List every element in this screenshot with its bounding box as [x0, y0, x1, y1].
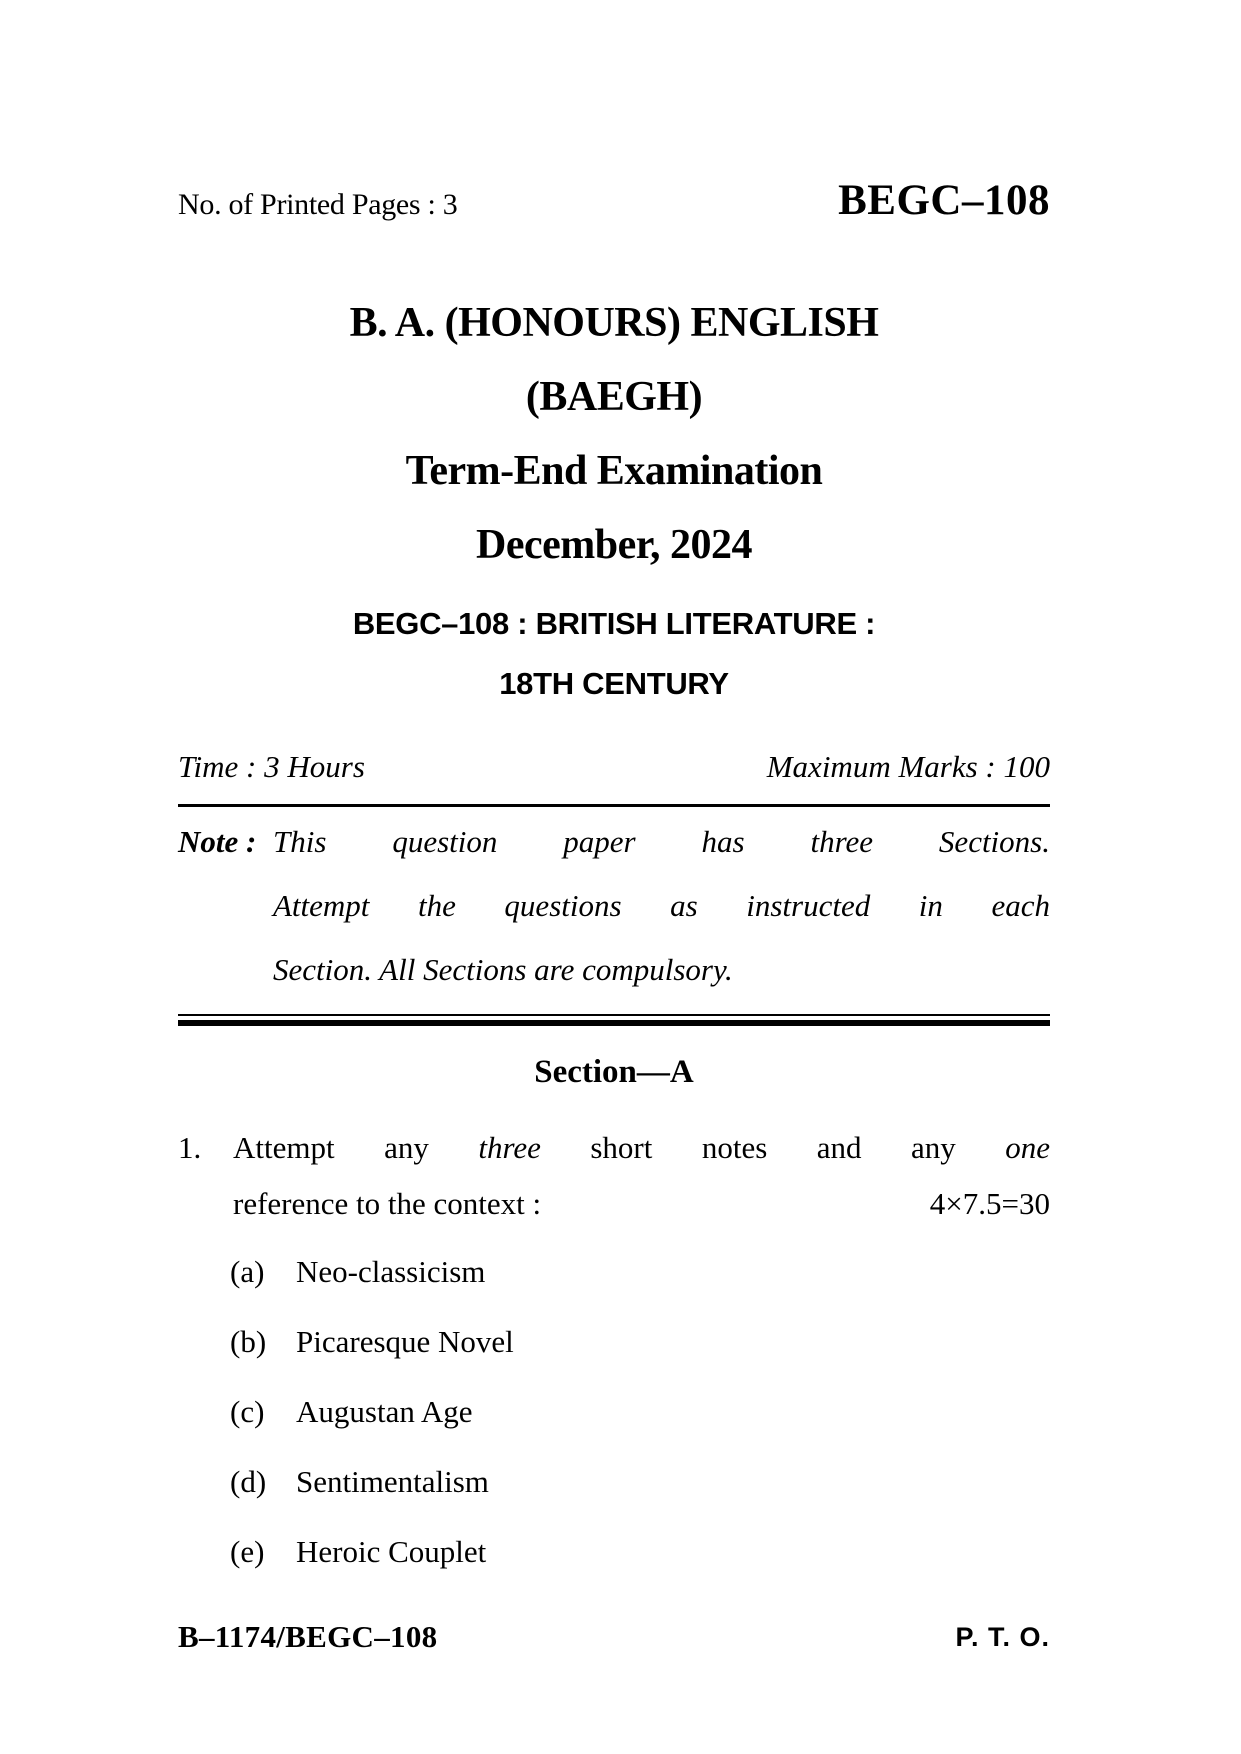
option-label: (c) [230, 1394, 265, 1429]
question-1-number: 1. [178, 1130, 202, 1165]
exam-date: December, 2024 [475, 522, 753, 568]
divider-rule [178, 804, 1050, 807]
question-1-options [178, 1237, 1050, 1587]
option-row-b [178, 1307, 1050, 1377]
program-code: (BAEGH) [525, 374, 703, 420]
question-1-body [233, 1120, 1050, 1232]
course-title-block [178, 594, 1050, 714]
paper-code: BEGC–108 [838, 177, 1050, 224]
question-1-text-segment: short notes and any [590, 1130, 956, 1165]
option-text: Neo-classicism [296, 1254, 486, 1289]
question-1-line-2-text: reference to the context : [233, 1186, 542, 1221]
note-block [178, 810, 1050, 1002]
option-text: Heroic Couplet [296, 1534, 487, 1569]
question-1-marks: 4×7.5=30 [929, 1186, 1050, 1221]
option-row-c [178, 1377, 1050, 1447]
section-divider-thick-rule [178, 1020, 1050, 1026]
option-label: (a) [230, 1254, 265, 1289]
exam-title-block [178, 286, 1050, 582]
note-label: Note : [178, 824, 257, 859]
note-line-3: Section. All Sections are compulsory. [273, 952, 733, 987]
note-line-2: Attempt the questions as instructed in each [273, 888, 1050, 923]
page-footer [178, 1612, 1050, 1662]
section-a-heading: Section—A [534, 1053, 694, 1090]
pto-label: P. T. O. [955, 1621, 1050, 1652]
question-1 [178, 1120, 1050, 1232]
course-title-line-1: BEGC–108 : BRITISH LITERATURE : [352, 606, 876, 641]
question-1-italic-one: one [1005, 1130, 1051, 1165]
printed-pages-text: No. of Printed Pages : 3 [178, 188, 458, 221]
page-header [178, 160, 1050, 222]
exam-type: Term-End Examination [405, 448, 823, 494]
time-allowed: Time : 3 Hours [178, 749, 365, 784]
course-title-line-2: 18TH CENTURY [499, 666, 729, 701]
question-1-line-1 [233, 1120, 1050, 1176]
question-1-italic-three: three [478, 1130, 541, 1165]
option-label: (b) [230, 1324, 267, 1359]
question-1-text-segment: Attempt any [233, 1130, 429, 1165]
option-text: Augustan Age [296, 1394, 473, 1429]
exam-meta-row [178, 744, 1050, 790]
option-text: Sentimentalism [296, 1464, 489, 1499]
section-divider [178, 1014, 1050, 1026]
note-body [273, 810, 1050, 1002]
degree-title: B. A. (HONOURS) ENGLISH [349, 300, 879, 346]
option-row-e [178, 1517, 1050, 1587]
note-line-1: This question paper has three Sections. [273, 824, 1050, 859]
maximum-marks: Maximum Marks : 100 [766, 749, 1050, 784]
footer-paper-number: B–1174/BEGC–108 [178, 1619, 438, 1654]
option-row-d [178, 1447, 1050, 1517]
option-label: (d) [230, 1464, 267, 1499]
option-text: Picaresque Novel [296, 1324, 514, 1359]
question-1-line-2 [233, 1176, 1050, 1232]
option-row-a [178, 1237, 1050, 1307]
option-label: (e) [230, 1534, 265, 1569]
